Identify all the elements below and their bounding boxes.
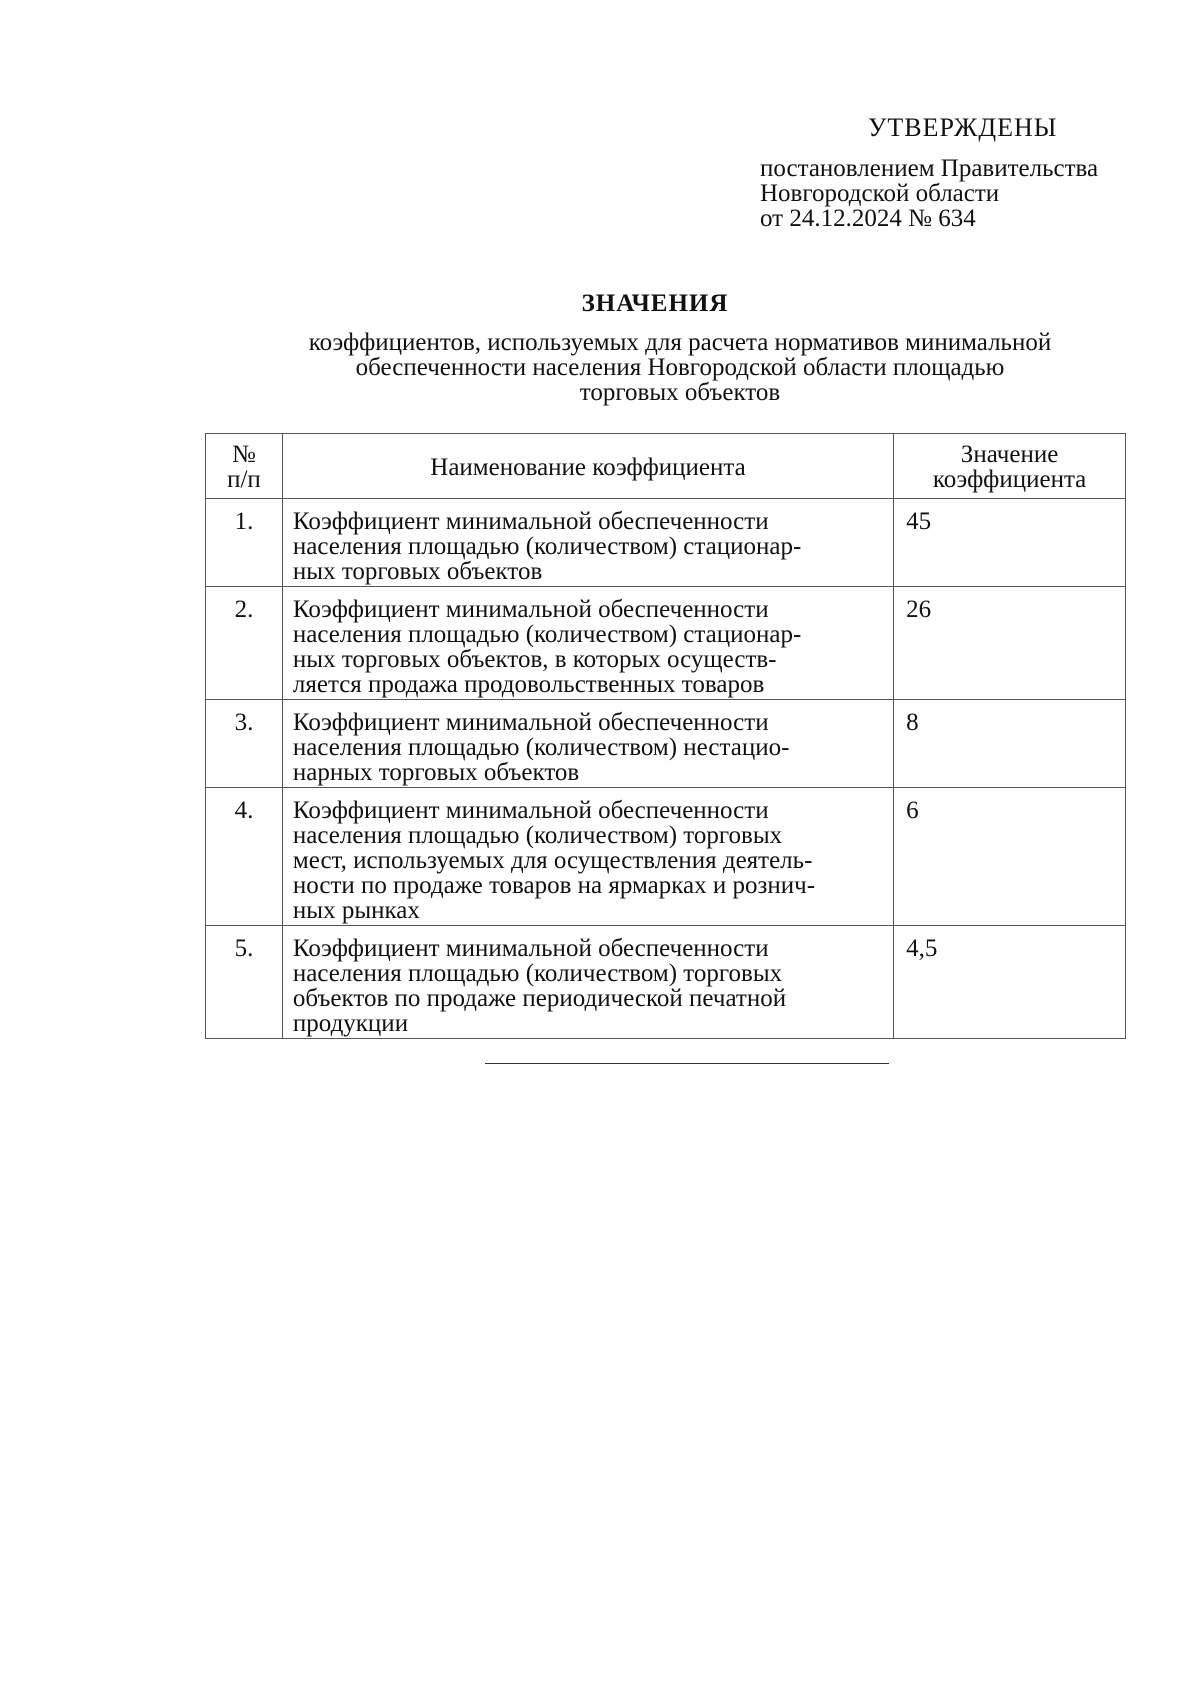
row-value: 4,5: [894, 926, 1126, 1039]
table-row: [206, 587, 1126, 700]
row-number: 4.: [206, 788, 283, 926]
row-name: [282, 788, 893, 926]
subtitle-line: торговых объектов: [579, 379, 781, 406]
row-name-line: ных торговых объектов: [292, 558, 543, 585]
header-number-line: №: [232, 441, 256, 468]
approval-title: УТВЕРЖДЕНЫ: [868, 113, 1058, 142]
row-name-line: населения площадью (количеством) торговых: [292, 822, 783, 849]
coefficients-table: [205, 433, 1126, 1039]
row-name-line: населения площадью (количеством) стационар-: [292, 533, 802, 560]
row-value: 6: [894, 788, 1126, 926]
row-value: 8: [894, 700, 1126, 788]
end-separator-line: [485, 1063, 889, 1064]
row-value: 45: [894, 499, 1126, 587]
row-name-line: населения площадью (количеством) нестацио-: [292, 734, 790, 761]
approval-line: постановлением Правительства: [760, 155, 1099, 182]
row-number: 5.: [206, 926, 283, 1039]
row-name-line: Коэффициент минимальной обеспеченности: [292, 797, 769, 824]
header-value-line: коэффициента: [932, 466, 1087, 493]
subtitle-line: коэффициентов, используемых для расчета нормативов минимальной: [308, 329, 1052, 356]
document-title: ЗНАЧЕНИЯ: [581, 290, 729, 317]
table-row: [206, 788, 1126, 926]
row-value: 26: [894, 587, 1126, 700]
row-name-line: Коэффициент минимальной обеспеченности: [292, 935, 769, 962]
approval-block: [760, 112, 1180, 231]
row-name-line: Коэффициент минимальной обеспеченности: [292, 596, 769, 623]
approval-lines: [760, 156, 1180, 231]
approval-line: от 24.12.2024 № 634: [760, 205, 976, 232]
row-name-line: ных рынках: [292, 897, 420, 924]
row-name-line: нарных торговых объектов: [292, 759, 580, 786]
table-row: [206, 700, 1126, 788]
row-name: [282, 700, 893, 788]
row-name-line: Коэффициент минимальной обеспеченности: [292, 508, 769, 535]
row-number: 2.: [206, 587, 283, 700]
row-name: [282, 499, 893, 587]
row-name-line: населения площадью (количеством) торговых: [292, 960, 783, 987]
row-name-line: населения площадью (количеством) стационар-: [292, 621, 802, 648]
header-value: [894, 434, 1126, 499]
table-row: [206, 926, 1126, 1039]
row-name-line: ных торговых объектов, в которых осуществ-: [292, 646, 777, 673]
row-name: [282, 587, 893, 700]
row-name-line: ляется продажа продовольственных товаров: [292, 671, 765, 698]
header-number-line: п/п: [227, 466, 261, 493]
header-number: [206, 434, 283, 499]
header-name: Наименование коэффициента: [282, 434, 893, 499]
document-subtitle: [230, 330, 1130, 405]
row-name-line: Коэффициент минимальной обеспеченности: [292, 709, 769, 736]
row-number: 3.: [206, 700, 283, 788]
row-number: 1.: [206, 499, 283, 587]
row-name: [282, 926, 893, 1039]
table-header-row: [206, 434, 1126, 499]
row-name-line: продукции: [292, 1010, 409, 1037]
row-name-line: мест, используемых для осуществления деятель-: [292, 847, 813, 874]
subtitle-line: обеспеченности населения Новгородской области площадью: [355, 354, 1005, 381]
table-row: [206, 499, 1126, 587]
row-name-line: объектов по продаже периодической печатной: [292, 985, 787, 1012]
header-value-line: Значение: [960, 441, 1059, 468]
row-name-line: ности по продаже товаров на ярмарках и рознич-: [292, 872, 816, 899]
approval-line: Новгородской области: [760, 180, 1000, 207]
